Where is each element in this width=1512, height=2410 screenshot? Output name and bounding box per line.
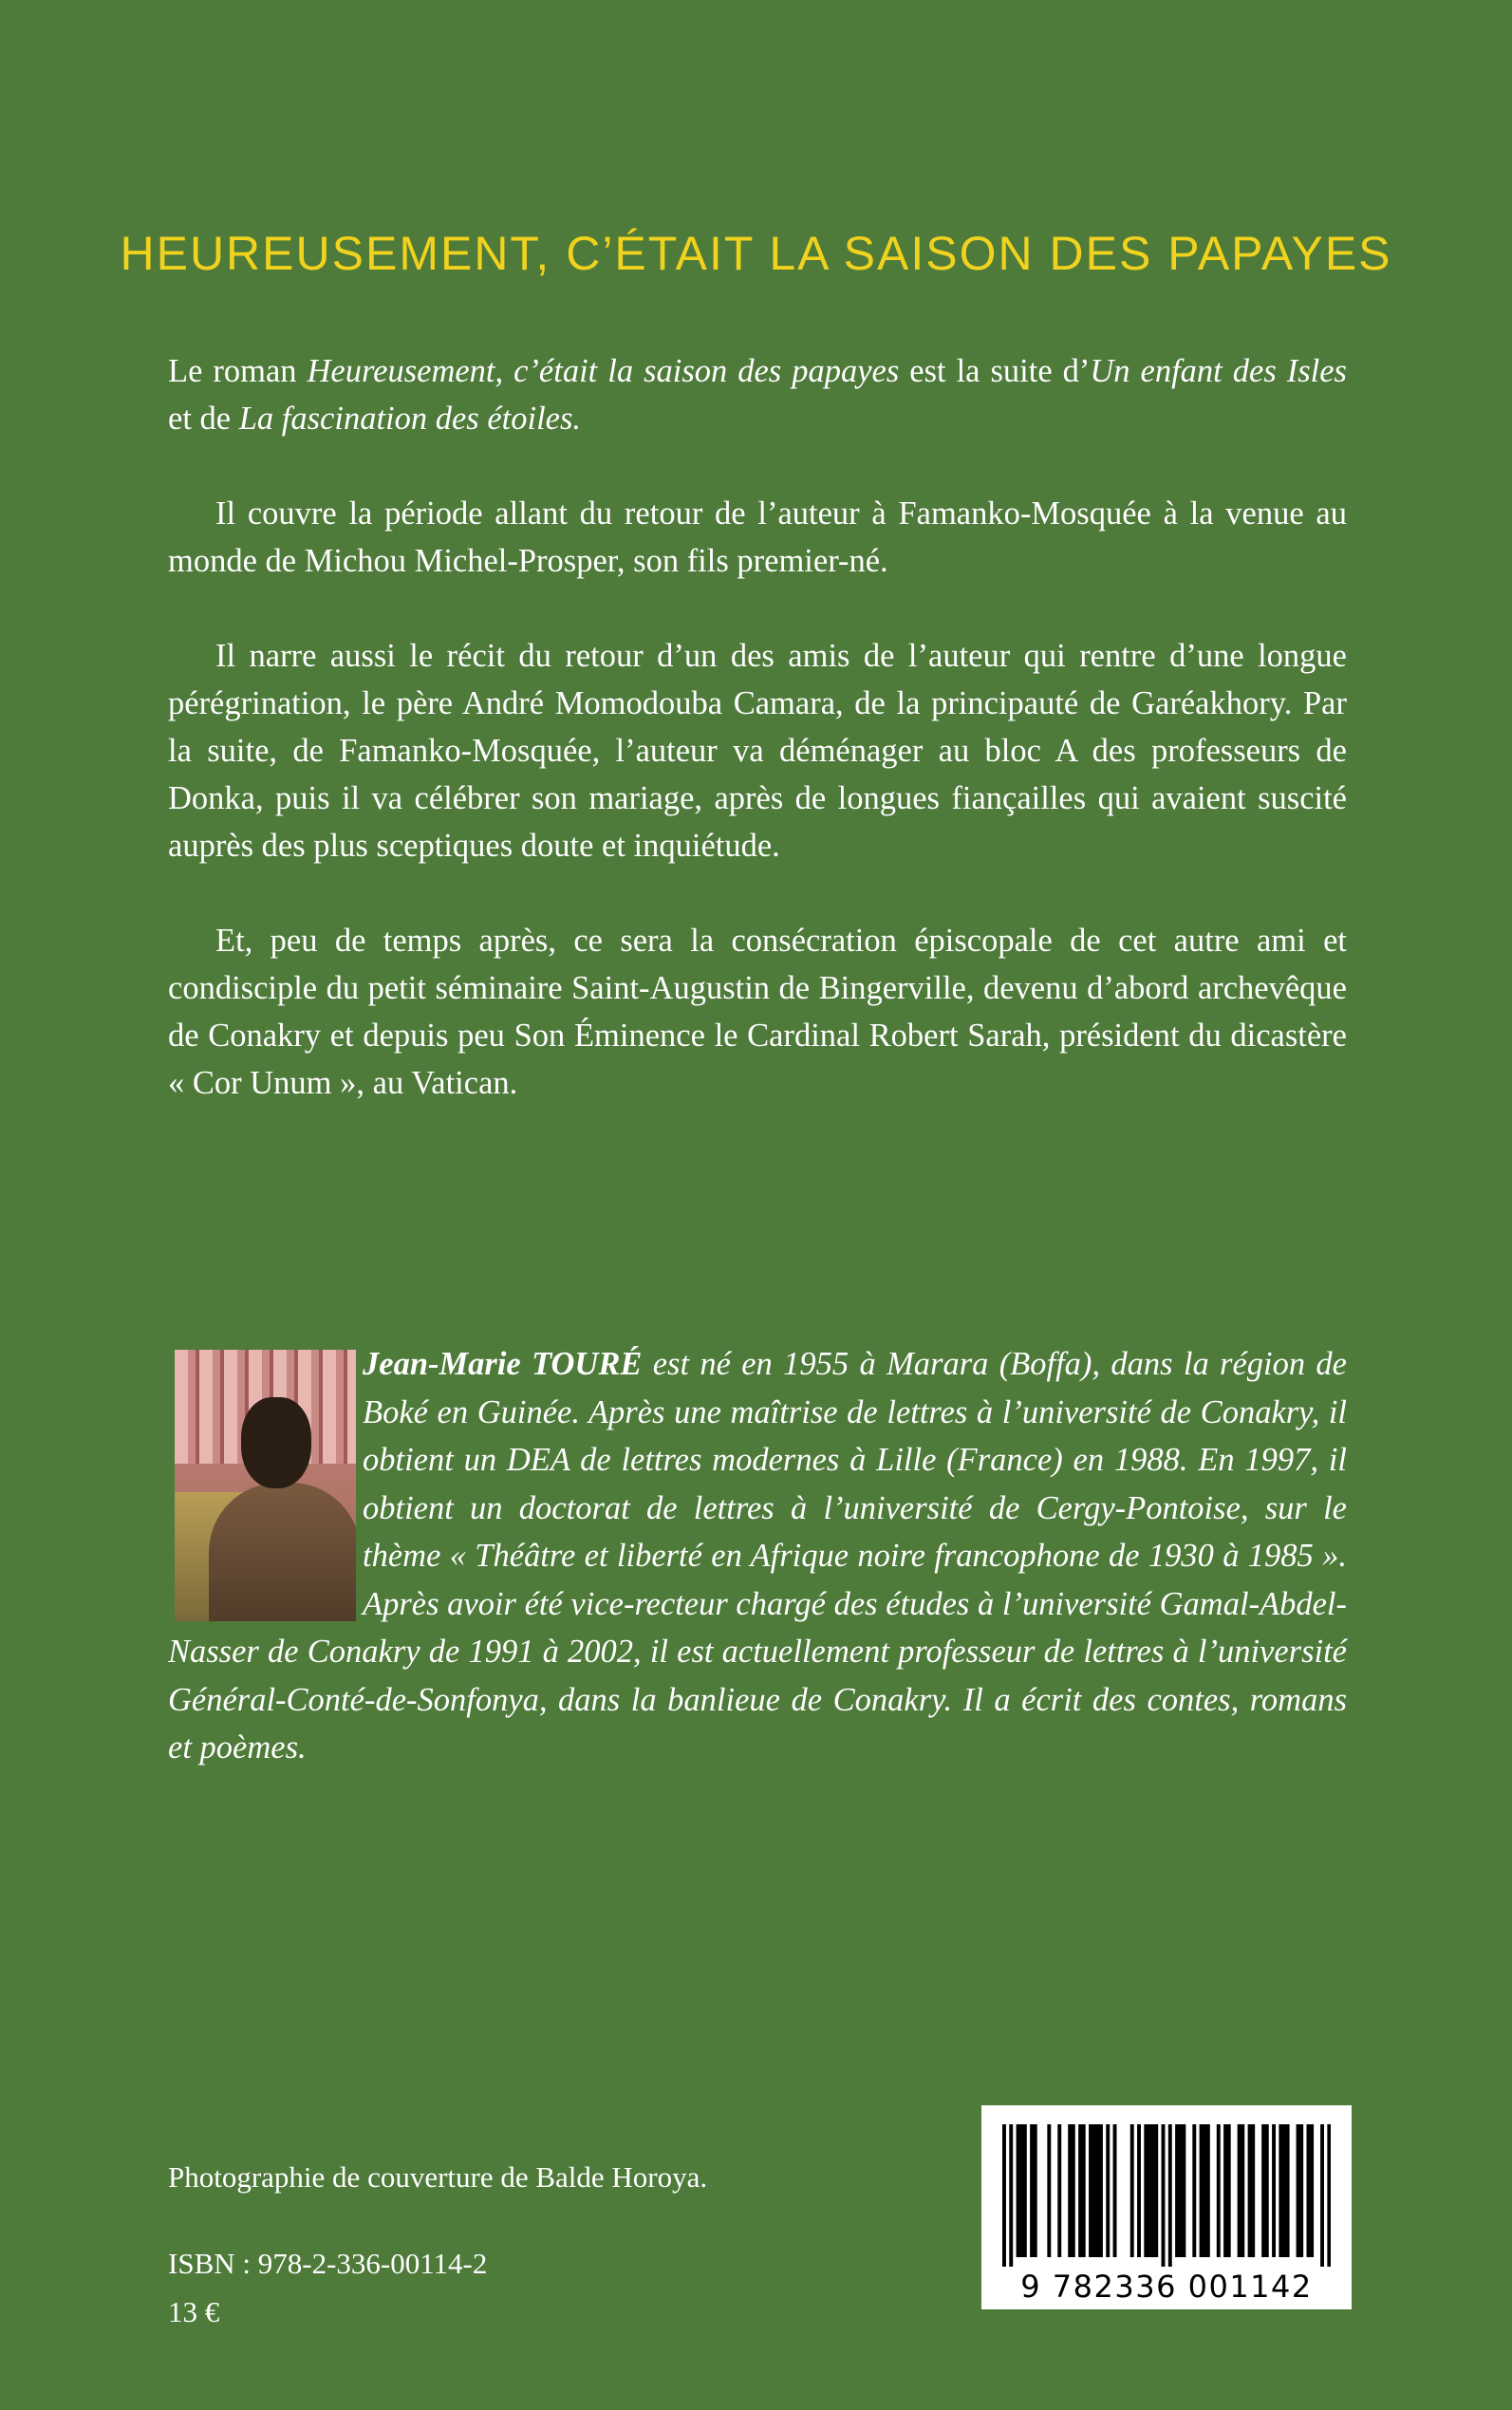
barcode-bar [1030,2124,1034,2257]
barcode-bar [1106,2124,1110,2257]
p1-text-1: Le roman [168,353,308,389]
photo-credit: Photographie de couverture de Balde Horoya. [168,2160,708,2194]
barcode-bar [1095,2124,1099,2257]
barcode-bar [1206,2124,1210,2257]
barcode-bar [1327,2124,1331,2267]
barcode-bar [1151,2124,1155,2257]
barcode-bar [1113,2124,1117,2257]
barcode-bar [1265,2124,1269,2257]
barcode-bar [1002,2124,1006,2267]
synopsis [168,347,1347,1154]
barcode-bar [1137,2124,1141,2257]
barcode-bar [1057,2124,1061,2257]
barcode-bar [1034,2124,1037,2257]
barcode-digits: 9 782336 001142 [1020,2269,1313,2305]
p1-text-3: et de [168,401,239,437]
barcode-bar [1297,2124,1300,2257]
price: 13 € [168,2295,220,2328]
barcode-bar [1068,2124,1072,2257]
author-bio [168,1340,1347,1772]
barcode-bar [1238,2124,1241,2257]
barcode-bar [1082,2124,1086,2257]
barcode-bar [1279,2124,1282,2257]
synopsis-paragraph-3: Il narre aussi le récit du retour d’un des amis de l’auteur qui rentre d’une longue pérégrination, le père André Momodouba Camara, de la principauté de Garéakhory. Par la suite, de Famanko-Mosquée, l’auteur va déménager au bloc A des professeurs de Donka, puis il va célébrer son mariage, après de longues fiançailles qui avaient suscité auprès des plus sceptiques doute et inquiétude. [168,638,1347,864]
barcode-bar [1023,2124,1027,2257]
barcode-bar [1175,2124,1179,2257]
barcode-bar [1272,2124,1276,2257]
barcode-bar [1144,2124,1148,2257]
synopsis-paragraph-2: Il couvre la période allant du retour de l’auteur à Famanko-Mosquée à la venue au monde de Michou Michel-Prosper, son fils premier-né. [168,495,1347,579]
barcode-bar [1047,2124,1051,2257]
barcode-bar [1282,2124,1286,2257]
barcode [981,2105,1352,2309]
barcode-bar [1130,2124,1134,2257]
barcode-bar [1019,2124,1023,2257]
barcode-bar [1168,2124,1172,2267]
isbn: ISBN : 978-2-336-00114-2 [168,2247,488,2280]
barcode-bar [1192,2124,1196,2257]
barcode-bar [1320,2124,1324,2267]
barcode-bar [1299,2124,1303,2257]
book-title: HEUREUSEMENT, C’ÉTAIT LA SAISON DES PAPAYES [120,227,1392,280]
p1-title-italic: Heureusement, c’était la saison des papayes [307,353,900,389]
barcode-bar [1017,2124,1020,2257]
barcode-bar [1089,2124,1092,2257]
barcode-bar [1310,2124,1314,2257]
barcode-bar [1179,2124,1183,2257]
barcode-bar [1248,2124,1252,2257]
barcode-bar [1162,2124,1166,2267]
barcode-bar [1251,2124,1255,2257]
barcode-bar [1182,2124,1185,2257]
synopsis-paragraph-1 [168,347,1347,442]
barcode-bar [1307,2124,1311,2257]
barcode-bar [1072,2124,1075,2257]
author-bio-text: est né en 1955 à Marara (Boffa), dans la région de Boké en Guinée. Après une maîtrise de lettres à l’université de Conakry, il obtient un DEA de lettres modernes à Lille (France) en 1988. En 1997, il obtient un doctorat de lettres à l’université de Cergy-Pontoise, sur le thème « Théâtre et liberté en Afrique noire francophone de 1930 à 1985 ». Après avoir été vice-recteur chargé des études à l’université Gamal-Abdel-Nasser de Conakry de 1991 à 2002, il est actuellement professeur de lettres à l’université Général-Conté-de-Sonfonya, dans la banlieue de Conakry. Il a écrit des contes, romans et poèmes. [168,1346,1347,1765]
barcode-bar [1241,2124,1244,2257]
author-name: Jean-Marie TOURÉ [363,1346,643,1382]
barcode-bar [1261,2124,1265,2257]
barcode-bar [1227,2124,1231,2257]
barcode-bar [1203,2124,1206,2257]
barcode-bar [1148,2124,1151,2257]
barcode-bar [1092,2124,1096,2257]
barcode-bar [1286,2124,1290,2257]
p1-text-2: est la suite d’ [899,353,1091,389]
photo-spacer [168,1340,363,1616]
barcode-bars [1002,2124,1331,2267]
barcode-bar [1223,2124,1227,2257]
p1-title-italic-3: La fascination des étoiles. [238,401,582,437]
barcode-bar [1154,2124,1158,2257]
barcode-bar [1099,2124,1103,2257]
synopsis-paragraph-4: Et, peu de temps après, ce sera la consécration épiscopale de cet autre ami et condisciple du petit séminaire Saint-Augustin de Bingerville, devenu d’abord archevêque de Conakry et depuis peu Son Éminence le Cardinal Robert Sarah, président du dicastère « Cor Unum », au Vatican. [168,923,1347,1101]
p1-title-italic-2: Un enfant des Isles [1090,353,1347,389]
barcode-bar [1009,2124,1013,2267]
barcode-bar [1078,2124,1082,2257]
barcode-bar [1217,2124,1221,2257]
barcode-bar [1200,2124,1204,2257]
